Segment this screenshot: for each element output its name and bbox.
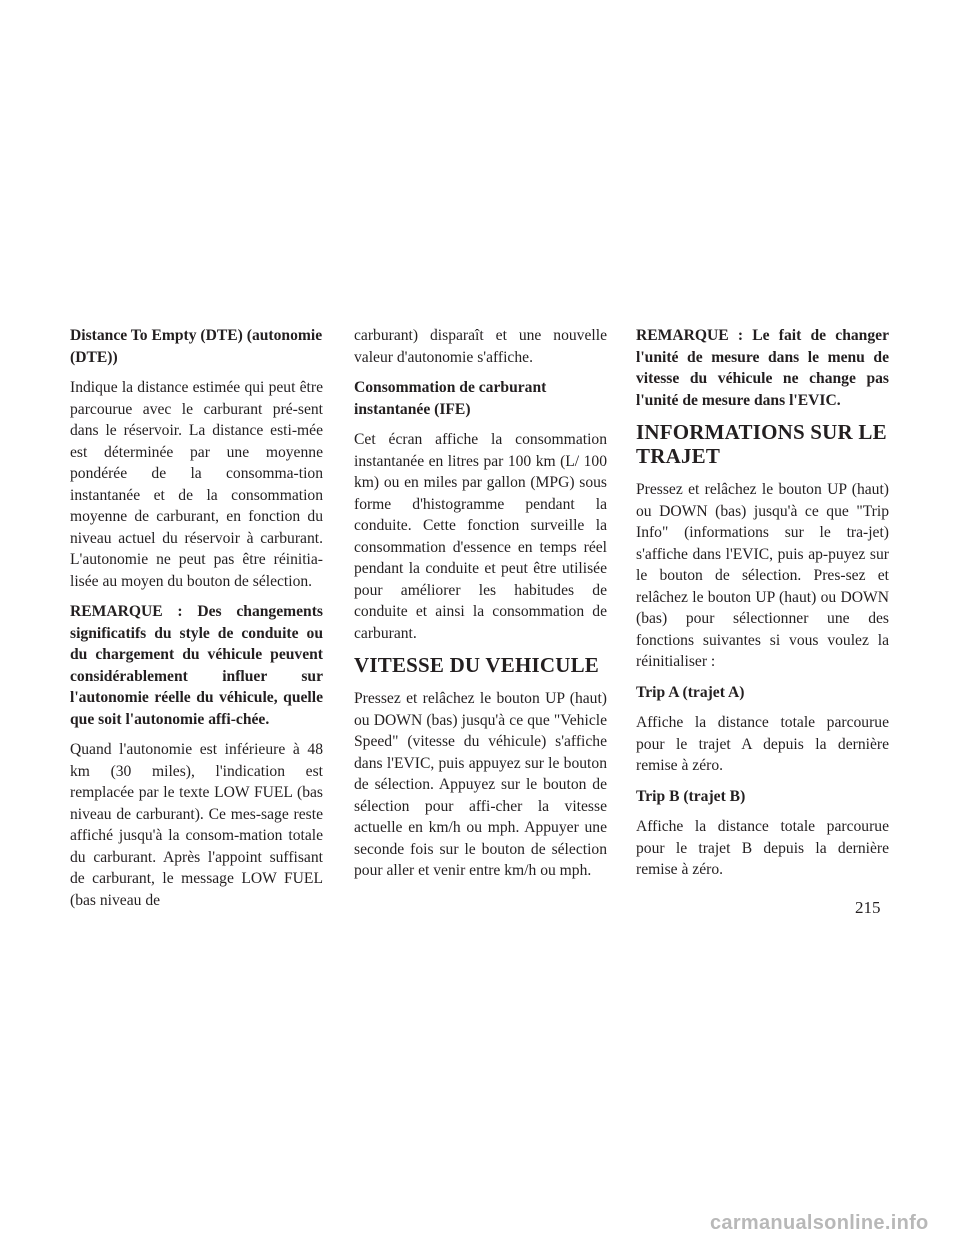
column-right [636, 325, 889, 890]
trip-info-heading: INFORMATIONS SUR LE TRAJET [636, 420, 887, 468]
watermark: carmanualsonline.info [710, 1212, 929, 1234]
trip-b-heading: Trip B (trajet B) [636, 787, 746, 805]
dte-paragraph: Indique la distance estimée qui peut être parcourue avec le carburant pré-sent dans le réservoir. La distance esti-mée est déterminée par une moyenne pondérée de la consomma-tion instantanée et de la consommation moyenne de carburant, en fonction du niveau actuel du réservoir à carburant. L'autonomie ne peut pas être réinitia-lisée au moyen du bouton de sélection. [70, 379, 323, 590]
vehicle-speed-heading: VITESSE DU VEHICULE [354, 653, 599, 677]
ife-paragraph: Cet écran affiche la consommation instantanée en litres par 100 km (L/ 100 km) ou en miles par gallon (MPG) sous forme d'histogramme pendant la conduite. Cette fonction surveille la consommation d'essence en temps réel pendant la conduite et peut être utilisée pour améliorer les habitudes de conduite et ainsi la consommation de carburant. [354, 431, 607, 642]
speed-unit-note: REMARQUE : Le fait de changer l'unité de mesure dans le menu de vitesse du véhicule ne change pas l'unité de mesure dans l'EVIC. [636, 327, 889, 409]
dte-heading: Distance To Empty (DTE) (autonomie (DTE)) [70, 327, 323, 366]
trip-b-paragraph: Affiche la distance totale parcourue pour le trajet B depuis la dernière remise à zéro. [636, 818, 889, 878]
low-fuel-paragraph-continued: carburant) disparaît et une nouvelle valeur d'autonomie s'affiche. [354, 327, 607, 366]
dte-note: REMARQUE : Des changements significatifs du style de conduite ou du chargement du véhicule peuvent considérablement influer sur l'autonomie réelle du véhicule, quelle que soit l'autonomie affi-chée. [70, 603, 323, 728]
low-fuel-paragraph: Quand l'autonomie est inférieure à 48 km (30 miles), l'indication est remplacée par le texte LOW FUEL (bas niveau de carburant). Ce mes-sage reste affiché jusqu'à la consom-mation totale du carburant. Après l'appoint suffisant de carburant, le message LOW FUEL (bas niveau de [70, 741, 323, 909]
column-left [70, 325, 323, 920]
trip-a-heading: Trip A (trajet A) [636, 683, 745, 701]
trip-info-paragraph: Pressez et relâchez le bouton UP (haut) ou DOWN (bas) jusqu'à ce que "Trip Info" (informations sur le tra-jet) s'affiche dans l'EVIC, puis ap-puyez sur le bouton de sélection. Pres-sez et relâchez le bouton UP (haut) ou DOWN (bas) pour sélectionner une des fonctions suivantes si vous voulez la réinitialiser : [636, 481, 889, 670]
vehicle-speed-paragraph: Pressez et relâchez le bouton UP (haut) ou DOWN (bas) jusqu'à ce que "Vehicle Speed" (vitesse du véhicule) s'affiche dans l'EVIC, puis appuyez sur le bouton de sélection. Appuyez sur le bouton de sélection pour affi-cher la vitesse actuelle en km/h ou mph. Appuyer une seconde fois sur le bouton de sélection pour aller et venir entre km/h ou mph. [354, 690, 607, 879]
page-number: 215 [855, 898, 881, 917]
column-middle [354, 325, 607, 891]
trip-a-paragraph: Affiche la distance totale parcourue pour le trajet A depuis la dernière remise à zéro. [636, 714, 889, 774]
ife-heading: Consommation de carburant instantanée (IFE) [354, 379, 547, 418]
